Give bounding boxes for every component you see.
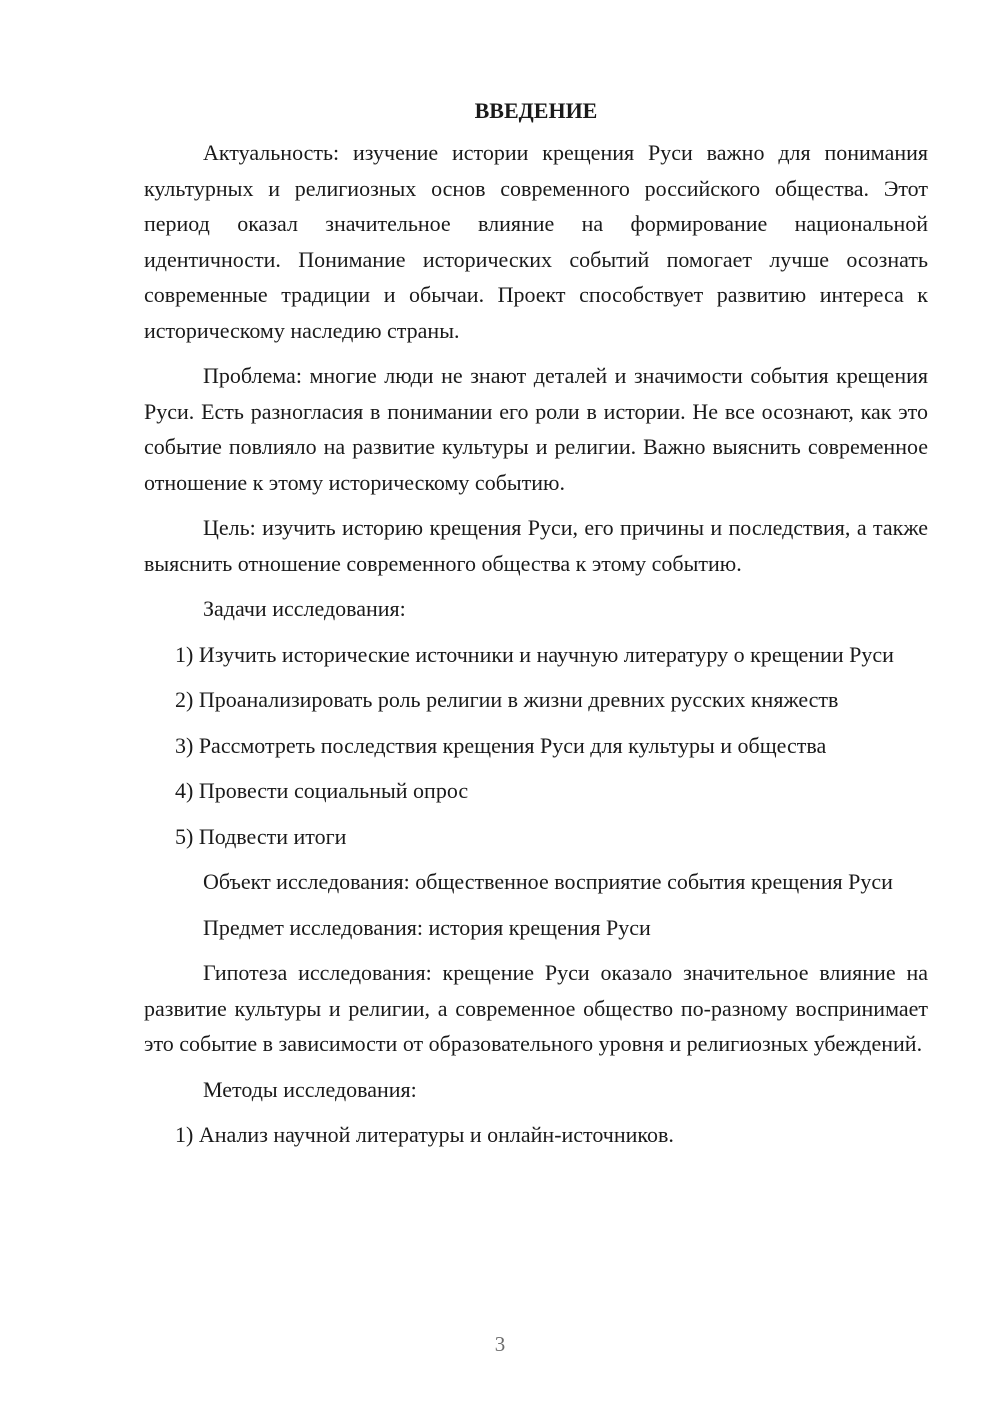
page-number: 3 — [494, 1332, 506, 1356]
subject-paragraph: Предмет исследования: история крещения Руси — [203, 914, 651, 940]
problem-paragraph: Проблема: многие люди не знают деталей и значимости события крещения Руси. Есть разногласия в понимании его роли в истории. Не все осознают, как это событие повлияло на развитие культуры и религии. Важно выяснить современное отношение к этому историческому событию. — [144, 363, 928, 495]
methods-list — [144, 1117, 928, 1153]
object-paragraph: Объект исследования: общественное восприятие события крещения Руси — [203, 869, 893, 894]
list-item: 2) Проанализировать роль религии в жизни древних русских княжеств — [175, 687, 839, 712]
relevance-paragraph: Актуальность: изучение истории крещения Руси важно для понимания культурных и религиозных основ современного российского общества. Этот период оказал значительное влияние на формирование национальной идентичности. Понимание исторических событий помогает лучше осознать современные традиции и обычаи. Проект способствует развитию интереса к историческому наследию страны. — [144, 140, 928, 343]
list-item: 3) Рассмотреть последствия крещения Руси для культуры и общества — [175, 732, 827, 758]
methods-heading: Методы исследования: — [203, 1076, 417, 1102]
tasks-heading: Задачи исследования: — [203, 596, 406, 621]
section-title: ВВЕДЕНИЕ — [474, 98, 598, 123]
document-page — [144, 96, 928, 1163]
list-item: 1) Анализ научной литературы и онлайн-источников. — [175, 1122, 674, 1147]
goal-paragraph: Цель: изучить историю крещения Руси, его причины и последствия, а также выяснить отношение современного общества к этому событию. — [144, 515, 928, 576]
tasks-list — [144, 637, 928, 855]
hypothesis-paragraph: Гипотеза исследования: крещение Руси оказало значительное влияние на развитие культуры и религии, а современное общество по-разному воспринимает это событие в зависимости от образовательного уровня и религиозных убеждений. — [144, 960, 928, 1056]
list-item: 4) Провести социальный опрос — [175, 778, 469, 803]
list-item: 1) Изучить исторические источники и научную литературу о крещении Руси — [175, 641, 894, 667]
list-item: 5) Подвести итоги — [175, 823, 347, 849]
